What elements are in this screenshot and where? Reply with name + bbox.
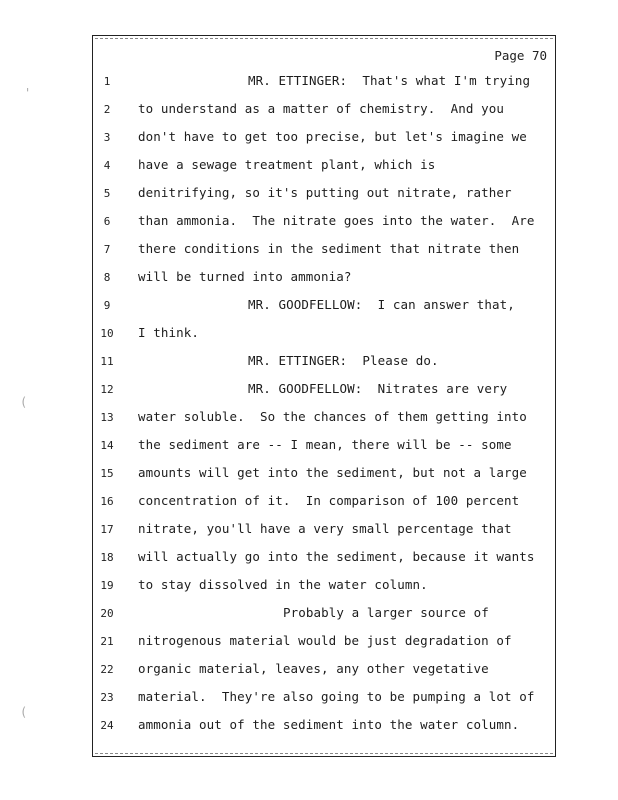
line-text: concentration of it. In comparison of 100 percent [138, 493, 520, 508]
transcript-line [93, 716, 557, 736]
line-text: organic material, leaves, any other vegetative [138, 661, 489, 676]
line-number: 9 [103, 299, 111, 312]
line-text: there conditions in the sediment that nitrate then [138, 241, 520, 256]
line-text: amounts will get into the sediment, but not a large [138, 465, 527, 480]
transcript-line [93, 72, 557, 92]
transcript-line [93, 100, 557, 120]
line-number: 23 [100, 691, 114, 704]
line-text: MR. ETTINGER: That's what I'm trying [248, 73, 531, 88]
transcript-line [93, 156, 557, 176]
line-number: 14 [100, 439, 114, 452]
line-number: 13 [100, 411, 114, 424]
transcript-line [93, 240, 557, 260]
line-text: material. They're also going to be pumping a lot of [138, 689, 535, 704]
line-number: 16 [100, 495, 114, 508]
transcript-line [93, 520, 557, 540]
line-number: 18 [100, 551, 114, 564]
line-text: denitrifying, so it's putting out nitrate, rather [138, 185, 512, 200]
line-text: have a sewage treatment plant, which is [138, 157, 436, 172]
margin-speck: ( [20, 705, 28, 719]
page-number: Page 70 [494, 48, 547, 63]
transcript-line [93, 492, 557, 512]
line-number: 12 [100, 383, 114, 396]
line-number: 2 [103, 103, 111, 116]
transcript-line [93, 212, 557, 232]
line-text: MR. ETTINGER: Please do. [248, 353, 439, 368]
transcript-line [93, 604, 557, 624]
line-number: 15 [100, 467, 114, 480]
line-number: 7 [103, 243, 111, 256]
line-number: 3 [103, 131, 111, 144]
line-text: nitrogenous material would be just degradation of [138, 633, 512, 648]
transcript-line [93, 688, 557, 708]
transcript-line [93, 548, 557, 568]
line-number: 17 [100, 523, 114, 536]
line-text: nitrate, you'll have a very small percentage that [138, 521, 512, 536]
margin-speck: ' [24, 86, 32, 100]
line-text: will be turned into ammonia? [138, 269, 352, 284]
line-number: 24 [100, 719, 114, 732]
transcript-line [93, 268, 557, 288]
line-text: will actually go into the sediment, because it wants [138, 549, 535, 564]
line-text: water soluble. So the chances of them getting into [138, 409, 527, 424]
line-number: 11 [100, 355, 114, 368]
line-text: I think. [138, 325, 200, 340]
line-number: 8 [103, 271, 111, 284]
transcript-line [93, 296, 557, 316]
line-number: 5 [103, 187, 111, 200]
line-text: MR. GOODFELLOW: I can answer that, [248, 297, 515, 312]
line-text: than ammonia. The nitrate goes into the water. Are [138, 213, 535, 228]
transcript-line [93, 408, 557, 428]
line-text: MR. GOODFELLOW: Nitrates are very [248, 381, 508, 396]
transcript-page [92, 35, 556, 757]
transcript-line [93, 324, 557, 344]
line-number: 19 [100, 579, 114, 592]
transcript-line [93, 436, 557, 456]
line-number: 21 [100, 635, 114, 648]
transcript-line [93, 380, 557, 400]
margin-speck: ( [20, 395, 28, 409]
line-number: 1 [103, 75, 111, 88]
transcript-line [93, 128, 557, 148]
line-text: ammonia out of the sediment into the water column. [138, 717, 520, 732]
transcript-line [93, 576, 557, 596]
line-text: the sediment are -- I mean, there will be -- some [138, 437, 512, 452]
transcript-line [93, 632, 557, 652]
line-text: don't have to get too precise, but let's imagine we [138, 129, 527, 144]
transcript-line [93, 184, 557, 204]
line-number: 20 [100, 607, 114, 620]
line-text: to understand as a matter of chemistry. And you [138, 101, 505, 116]
line-text: Probably a larger source of [283, 605, 489, 620]
line-number: 22 [100, 663, 114, 676]
line-number: 6 [103, 215, 111, 228]
transcript-line [93, 660, 557, 680]
transcript-line [93, 464, 557, 484]
transcript-line [93, 352, 557, 372]
line-number: 10 [100, 327, 114, 340]
line-text: to stay dissolved in the water column. [138, 577, 428, 592]
line-number: 4 [103, 159, 111, 172]
